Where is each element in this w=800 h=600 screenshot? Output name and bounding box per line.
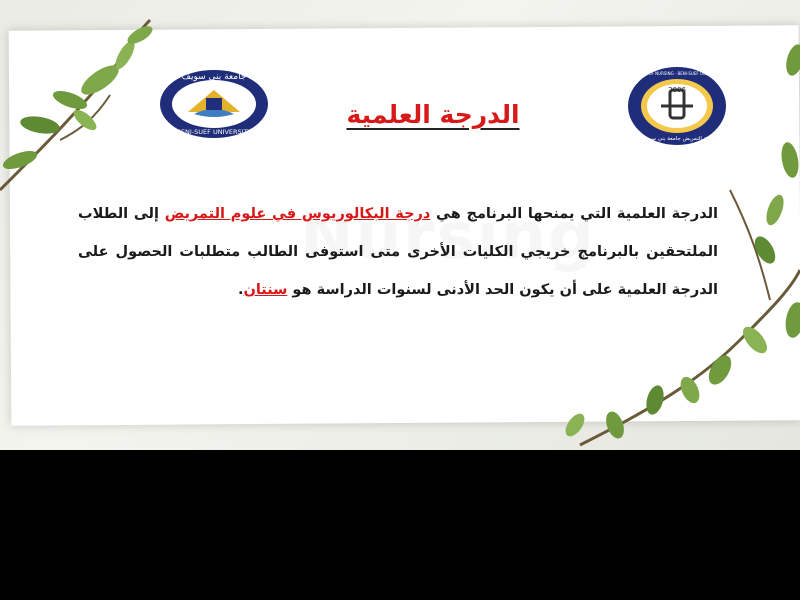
logo-right-arabic: كلية التمريض جامعة بني سويف — [641, 136, 713, 142]
duration-highlight: سنتان — [243, 282, 288, 298]
paragraph-part-3: . — [237, 282, 244, 298]
paragraph-part-1: الدرجة العلمية التي يمنحها البرنامج هي — [430, 206, 719, 222]
letterbox-bar — [0, 450, 800, 600]
logo-left-arabic: جامعة بني سويف — [181, 72, 247, 82]
body-paragraph — [78, 195, 718, 309]
logo-right-top-text: FACULTY OF NURSING · BENI-SUEF UNIVERSITY — [630, 71, 724, 76]
logo-right-year: 2006 — [668, 86, 686, 94]
degree-highlight: درجة البكالوريوس في علوم التمريض — [164, 206, 431, 222]
logo-left-english: BENI-SUEF UNIVERSITY — [176, 128, 252, 136]
slide-title: الدرجة العلمية — [346, 100, 520, 129]
paragraph-part-2: إلى الطلاب الملتحقين بالبرنامج خريجي الكليات الأخرى متى استوفى الطالب متطلبات الحصول على الدرجة العلمية على أن يكون الحد الأدنى لسنوات الدراسة هو — [78, 206, 718, 298]
